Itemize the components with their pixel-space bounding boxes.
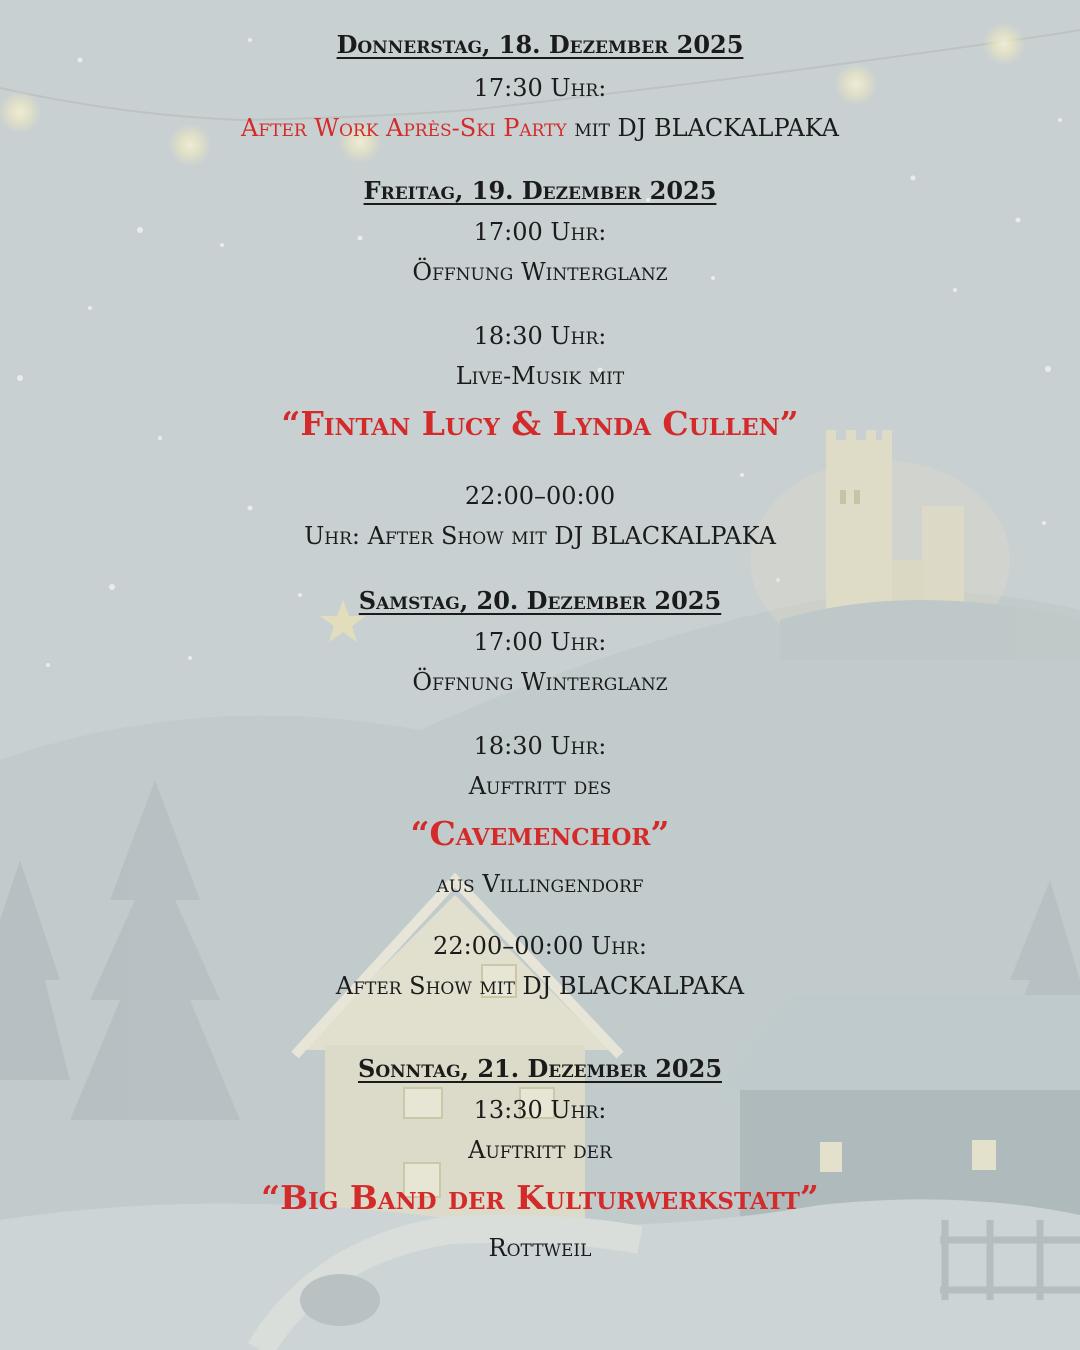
time-label: 18:30 Uhr: — [473, 322, 607, 350]
time-label: 13:30 Uhr: — [473, 1096, 607, 1124]
act-title: “Fintan Lucy & Lynda Cullen” — [281, 404, 799, 443]
event-intro: Live-Musik mit — [455, 362, 625, 390]
time-label: 17:00 Uhr: — [473, 628, 607, 656]
day-heading-saturday: Samstag, 20. Dezember 2025 — [358, 586, 722, 615]
time-label: 17:30 Uhr: — [473, 74, 607, 102]
day-heading-sunday: Sonntag, 21. Dezember 2025 — [357, 1054, 723, 1083]
event-text: Öffnung Winterglanz — [412, 258, 668, 286]
day-heading-thursday: Donnerstag, 18. Dezember 2025 — [336, 30, 744, 59]
act-title: “Big Band der Kulturwerkstatt” — [261, 1178, 819, 1217]
time-label: 22:00–00:00 — [464, 482, 616, 510]
event-text: After Show mit DJ BLACKALPAKA — [335, 972, 745, 1000]
event-text: Uhr: After Show mit DJ BLACKALPAKA — [304, 522, 776, 550]
event-text: Öffnung Winterglanz — [412, 668, 668, 696]
event-line — [0, 114, 1080, 142]
day-heading-friday: Freitag, 19. Dezember 2025 — [363, 176, 717, 205]
act-title: “Cavemenchor” — [410, 814, 670, 853]
act-origin: aus Villingendorf — [436, 870, 644, 898]
event-intro: Auftritt des — [468, 772, 612, 800]
event-text: mit DJ BLACKALPAKA — [566, 114, 840, 142]
event-highlight: After Work Après-Ski Party — [240, 114, 567, 142]
event-intro: Auftritt der — [468, 1136, 612, 1164]
act-origin: Rottweil — [488, 1234, 592, 1262]
time-label: 18:30 Uhr: — [473, 732, 607, 760]
time-label: 17:00 Uhr: — [473, 218, 607, 246]
time-label: 22:00–00:00 Uhr: — [433, 932, 647, 960]
